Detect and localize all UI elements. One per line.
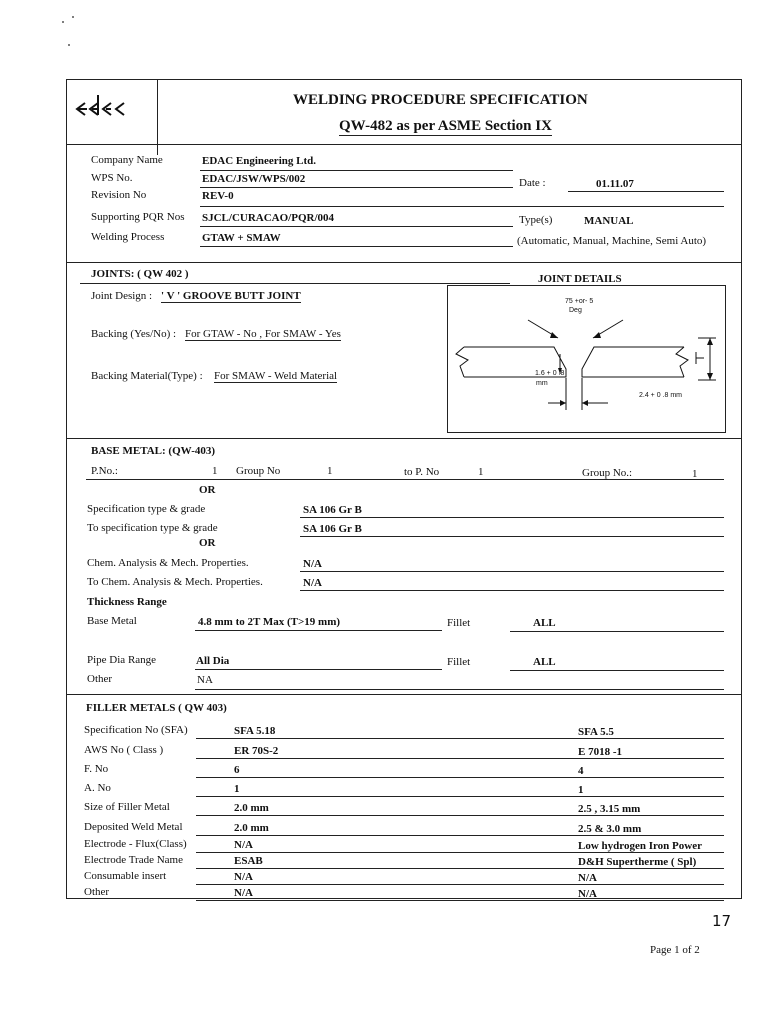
field-underline — [86, 479, 724, 480]
fillet2-value: ALL — [533, 656, 556, 668]
field-underline — [300, 571, 724, 572]
divider — [66, 438, 742, 439]
filler-gtaw-value: SFA 5.18 — [234, 725, 276, 737]
group-value: 1 — [327, 465, 333, 477]
field-underline — [196, 815, 724, 816]
chem-value: N/A — [303, 558, 322, 570]
base-metal-title: BASE METAL: (QW-403) — [91, 445, 216, 457]
field-underline — [200, 206, 724, 207]
filler-gtaw-value: N/A — [234, 871, 253, 883]
field-underline — [300, 590, 724, 591]
field-underline — [510, 631, 724, 632]
filler-row-label: Deposited Weld Metal — [84, 821, 183, 833]
fillet-value: ALL — [533, 617, 556, 629]
angle-label: 75 +or- 5 — [565, 298, 594, 305]
field-underline — [196, 738, 724, 739]
field-underline — [196, 868, 724, 869]
revision-label: Revision No — [91, 189, 147, 201]
to-spec-label: To specification type & grade — [87, 522, 218, 534]
base-metal-label: Base Metal — [87, 615, 137, 627]
pno-label: P.No.: — [91, 465, 118, 477]
pqr-label: Supporting PQR Nos — [91, 211, 185, 223]
field-underline — [195, 689, 724, 690]
thickness-title: Thickness Range — [87, 596, 167, 608]
filler-smaw-value: 2.5 & 3.0 mm — [578, 823, 642, 835]
filler-gtaw-value: 2.0 mm — [234, 822, 269, 834]
types-label: Type(s) — [519, 214, 553, 226]
to-pno-value: 1 — [478, 466, 484, 478]
root-face-label: 1.6 + 0 .8 — [535, 370, 565, 377]
field-underline — [300, 536, 724, 537]
field-underline — [510, 670, 724, 671]
filler-smaw-value: SFA 5.5 — [578, 726, 614, 738]
edac-logo — [68, 82, 156, 152]
scan-speck — [62, 21, 64, 23]
form-subtitle: QW-482 as per ASME Section IX — [339, 118, 552, 134]
field-underline — [195, 630, 442, 631]
filler-smaw-value: E 7018 -1 — [578, 746, 622, 758]
filler-smaw-value: N/A — [578, 872, 597, 884]
pipe-dia-label: Pipe Dia Range — [87, 654, 157, 666]
filler-smaw-value: N/A — [578, 888, 597, 900]
to-chem-value: N/A — [303, 577, 322, 589]
filler-gtaw-value: N/A — [234, 887, 253, 899]
scan-speck — [72, 16, 74, 18]
group-label: Group No — [236, 465, 281, 477]
handwritten-page-number: 17 — [712, 912, 732, 930]
field-underline — [300, 517, 724, 518]
field-underline — [196, 796, 724, 797]
wps-value: EDAC/JSW/WPS/002 — [202, 173, 306, 185]
joint-sketch — [447, 285, 726, 433]
types-value: MANUAL — [584, 215, 634, 227]
revision-value: REV-0 — [202, 190, 234, 202]
filler-gtaw-value: 1 — [234, 783, 240, 795]
filler-row-label: Electrode Trade Name — [84, 854, 183, 866]
field-underline — [200, 226, 513, 227]
base-metal-value: 4.8 mm to 2T Max (T>19 mm) — [198, 616, 341, 628]
angle-unit-label: Deg — [569, 307, 582, 314]
field-underline — [568, 191, 724, 192]
filler-smaw-value: 4 — [578, 765, 584, 777]
filler-smaw-value: 1 — [578, 784, 584, 796]
to-pno-label: to P. No — [404, 466, 440, 478]
backing-material-label: Backing Material(Type) : — [91, 370, 203, 382]
field-underline — [196, 852, 724, 853]
spec-value: SA 106 Gr B — [303, 504, 362, 516]
filler-row-label: AWS No ( Class ) — [84, 744, 164, 756]
filler-gtaw-value: 2.0 mm — [234, 802, 269, 814]
company-value: EDAC Engineering Ltd. — [202, 155, 316, 167]
other-value: NA — [197, 674, 213, 686]
fillet-label: Fillet — [447, 617, 471, 629]
field-underline — [196, 758, 724, 759]
fillet2-label: Fillet — [447, 656, 471, 668]
or-2: OR — [199, 537, 216, 549]
to-chem-label: To Chem. Analysis & Mech. Properties. — [87, 576, 263, 588]
chem-label: Chem. Analysis & Mech. Properties. — [87, 557, 249, 569]
filler-row-label: F. No — [84, 763, 109, 775]
filler-row-label: Other — [84, 886, 110, 898]
or-1: OR — [199, 484, 216, 496]
backing-material-value: For SMAW - Weld Material — [214, 370, 338, 382]
other-label: Other — [87, 673, 113, 685]
wps-form-frame — [66, 79, 742, 899]
filler-row-label: A. No — [84, 782, 111, 794]
spec-label: Specification type & grade — [87, 503, 206, 515]
process-hint: (Automatic, Manual, Machine, Semi Auto) — [517, 235, 707, 247]
pno-value: 1 — [212, 465, 218, 477]
date-label: Date : — [519, 177, 546, 189]
divider — [66, 694, 742, 695]
joint-design-label: Joint Design : — [91, 290, 153, 302]
filler-gtaw-value: ESAB — [234, 855, 263, 867]
pipe-dia-value: All Dia — [196, 655, 230, 667]
backing-label: Backing (Yes/No) : — [91, 328, 177, 340]
group2-value: 1 — [692, 468, 698, 480]
joint-design-value: ' V ' GROOVE BUTT JOINT — [161, 290, 301, 302]
backing-value: For GTAW - No , For SMAW - Yes — [185, 328, 341, 340]
process-label: Welding Process — [91, 231, 165, 243]
field-underline — [196, 835, 724, 836]
page-indicator: Page 1 of 2 — [650, 944, 700, 956]
divider — [66, 262, 742, 263]
form-title: WELDING PROCEDURE SPECIFICATION — [293, 92, 588, 108]
filler-row-label: Specification No (SFA) — [84, 724, 188, 736]
filler-row-label: Electrode - Flux(Class) — [84, 838, 187, 850]
field-underline — [195, 669, 442, 670]
scan-speck — [68, 44, 70, 46]
filler-gtaw-value: 6 — [234, 764, 240, 776]
section-underline — [80, 283, 510, 284]
to-spec-value: SA 106 Gr B — [303, 523, 362, 535]
filler-smaw-value: 2.5 , 3.15 mm — [578, 803, 641, 815]
group2-label: Group No.: — [582, 467, 633, 479]
wps-label: WPS No. — [91, 172, 133, 184]
root-face-unit: mm — [536, 380, 548, 387]
filler-row-label: Consumable insert — [84, 870, 167, 882]
field-underline — [196, 777, 724, 778]
field-underline — [196, 884, 724, 885]
root-gap-label: 2.4 + 0 .8 mm — [639, 392, 682, 399]
filler-gtaw-value: N/A — [234, 839, 253, 851]
filler-row-label: Size of Filler Metal — [84, 801, 170, 813]
v-groove-drawing — [448, 286, 727, 434]
field-underline — [200, 187, 513, 188]
pqr-value: SJCL/CURACAO/PQR/004 — [202, 212, 335, 224]
filler-gtaw-value: ER 70S-2 — [234, 745, 279, 757]
filler-smaw-value: D&H Supertherme ( Spl) — [578, 856, 697, 868]
field-underline — [200, 170, 513, 171]
filler-metals-title: FILLER METALS ( QW 403) — [86, 702, 227, 714]
field-underline — [196, 900, 724, 901]
company-label: Company Name — [91, 154, 163, 166]
joint-details-title: JOINT DETAILS — [538, 273, 622, 285]
process-value: GTAW + SMAW — [202, 232, 281, 244]
date-value: 01.11.07 — [596, 178, 634, 190]
field-underline — [200, 246, 513, 247]
joints-section-title: JOINTS: ( QW 402 ) — [91, 268, 189, 280]
divider — [66, 144, 742, 145]
filler-smaw-value: Low hydrogen Iron Power — [578, 840, 702, 852]
